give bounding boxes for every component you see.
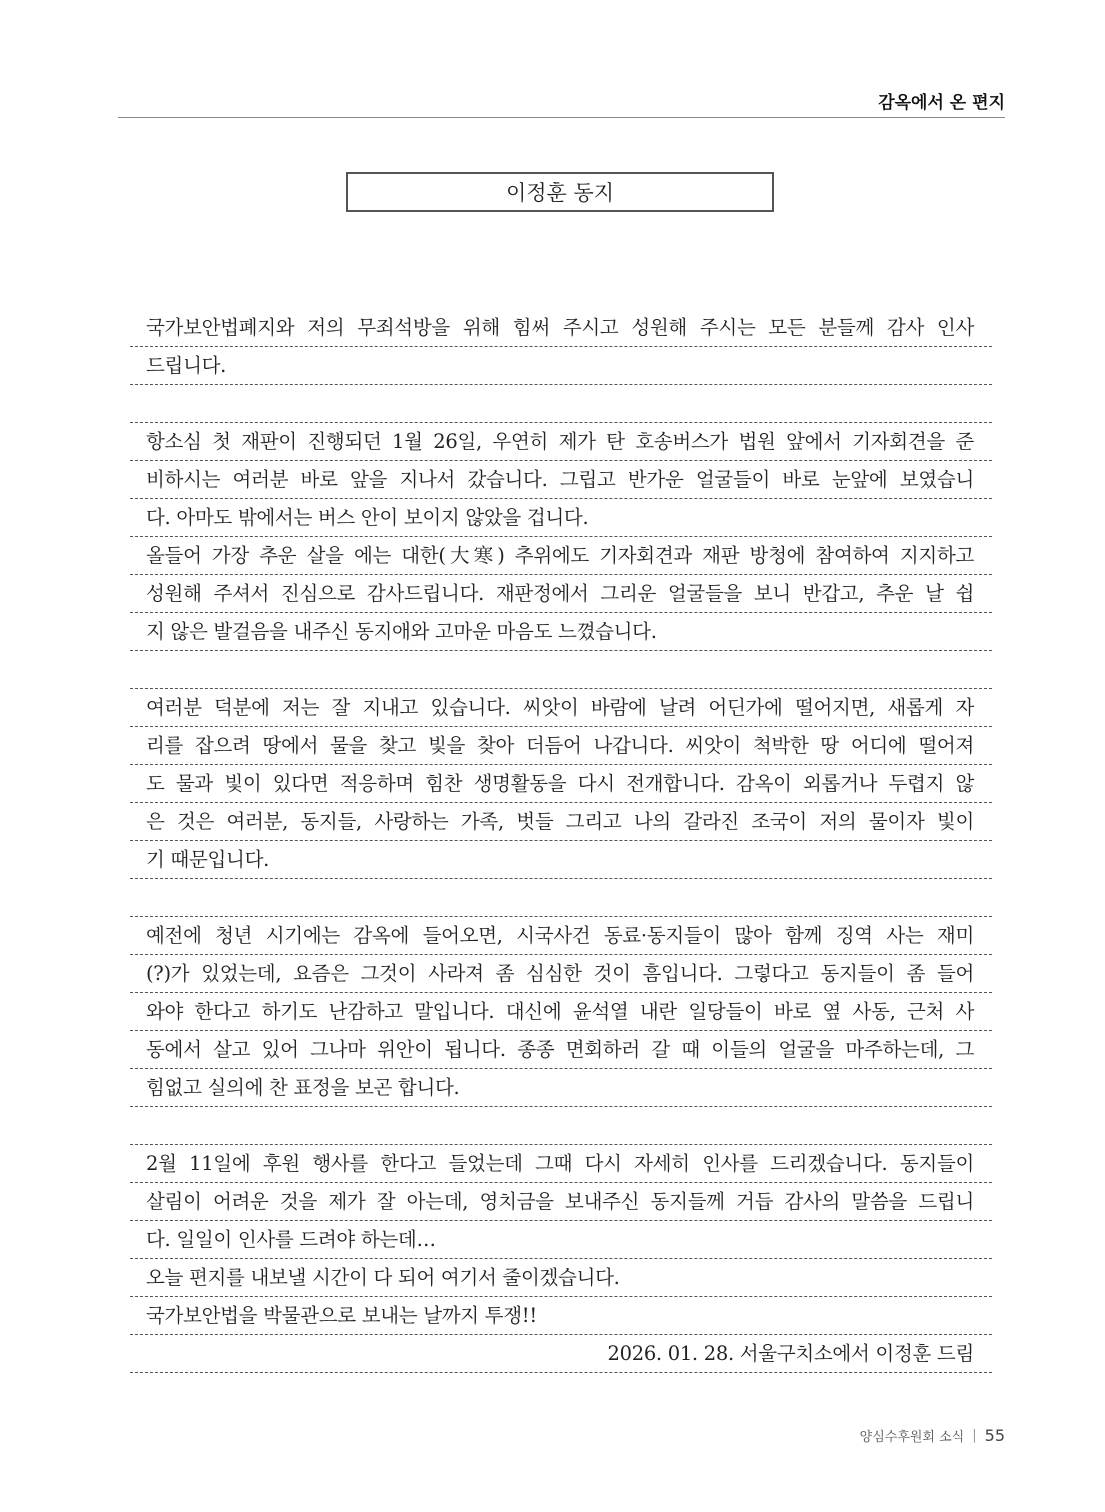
letter-line: 힘없고 실의에 찬 표정을 보곤 합니다. xyxy=(130,1069,992,1107)
letter-line: 올들어 가장 추운 살을 에는 대한(大寒) 추위에도 기자회견과 재판 방청에 참여하여 지지하고 xyxy=(130,537,992,575)
page-number: 55 xyxy=(984,1426,1005,1445)
letter-line: 다. 아마도 밖에서는 버스 안이 보이지 않았을 겁니다. xyxy=(130,499,992,537)
letter-line: 예전에 청년 시기에는 감옥에 들어오면, 시국사건 동료·동지들이 많아 함께 징역 사는 재미 xyxy=(130,917,992,955)
section-title: 감옥에서 온 편지 xyxy=(878,93,1005,113)
author-name-box xyxy=(346,172,774,212)
letter-line: 2026. 01. 28. 서울구치소에서 이정훈 드림 xyxy=(130,1335,992,1373)
author-name: 이정훈 동지 xyxy=(505,181,615,205)
letter-line: (?)가 있었는데, 요즘은 그것이 사라져 좀 심심한 것이 흠입니다. 그렇다고 동지들이 좀 들어 xyxy=(130,955,992,993)
letter-line: 여러분 덕분에 저는 잘 지내고 있습니다. 씨앗이 바람에 날려 어딘가에 떨어지면, 새롭게 자 xyxy=(130,689,992,727)
letter-line: 2월 11일에 후원 행사를 한다고 들었는데 그때 다시 자세히 인사를 드리겠습니다. 동지들이 xyxy=(130,1145,992,1183)
letter-body xyxy=(130,309,992,1373)
letter-line: 오늘 편지를 내보낼 시간이 다 되어 여기서 줄이겠습니다. xyxy=(130,1259,992,1297)
letter-line: 도 물과 빛이 있다면 적응하며 힘찬 생명활동을 다시 전개합니다. 감옥이 외롭거나 두렵지 않 xyxy=(130,765,992,803)
letter-line: 동에서 살고 있어 그나마 위안이 됩니다. 종종 면회하러 갈 때 이들의 얼굴을 마주하는데, 그 xyxy=(130,1031,992,1069)
blank-ruled-line xyxy=(130,879,992,917)
page-footer xyxy=(860,1426,1005,1445)
letter-line: 성원해 주셔서 진심으로 감사드립니다. 재판정에서 그리운 얼굴들을 보니 반갑고, 추운 날 쉽 xyxy=(130,575,992,613)
letter-line: 국가보안법을 박물관으로 보내는 날까지 투쟁!! xyxy=(130,1297,992,1335)
letter-line: 드립니다. xyxy=(130,347,992,385)
publication-name: 양심수후원회 소식 xyxy=(859,1430,965,1445)
letter-line: 지 않은 발걸음을 내주신 동지애와 고마운 마음도 느꼈습니다. xyxy=(130,613,992,651)
letter-line: 리를 잡으려 땅에서 물을 찾고 빛을 찾아 더듬어 나갑니다. 씨앗이 척박한 땅 어디에 떨어져 xyxy=(130,727,992,765)
letter-line: 국가보안법폐지와 저의 무죄석방을 위해 힘써 주시고 성원해 주시는 모든 분들께 감사 인사 xyxy=(130,309,992,347)
letter-line: 다. 일일이 인사를 드려야 하는데… xyxy=(130,1221,992,1259)
header-divider xyxy=(118,117,1005,118)
blank-ruled-line xyxy=(130,385,992,423)
letter-line: 살림이 어려운 것을 제가 잘 아는데, 영치금을 보내주신 동지들께 거듭 감사의 말씀을 드립니 xyxy=(130,1183,992,1221)
letter-line: 기 때문입니다. xyxy=(130,841,992,879)
letter-line: 항소심 첫 재판이 진행되던 1월 26일, 우연히 제가 탄 호송버스가 법원 앞에서 기자회견을 준 xyxy=(130,423,992,461)
letter-line: 은 것은 여러분, 동지들, 사랑하는 가족, 벗들 그리고 나의 갈라진 조국이 저의 물이자 빛이 xyxy=(130,803,992,841)
footer-separator: | xyxy=(972,1428,977,1443)
blank-ruled-line xyxy=(130,651,992,689)
blank-ruled-line xyxy=(130,1107,992,1145)
letter-line: 비하시는 여러분 바로 앞을 지나서 갔습니다. 그립고 반가운 얼굴들이 바로 눈앞에 보였습니 xyxy=(130,461,992,499)
letter-line: 와야 한다고 하기도 난감하고 말입니다. 대신에 윤석열 내란 일당들이 바로 옆 사동, 근처 사 xyxy=(130,993,992,1031)
